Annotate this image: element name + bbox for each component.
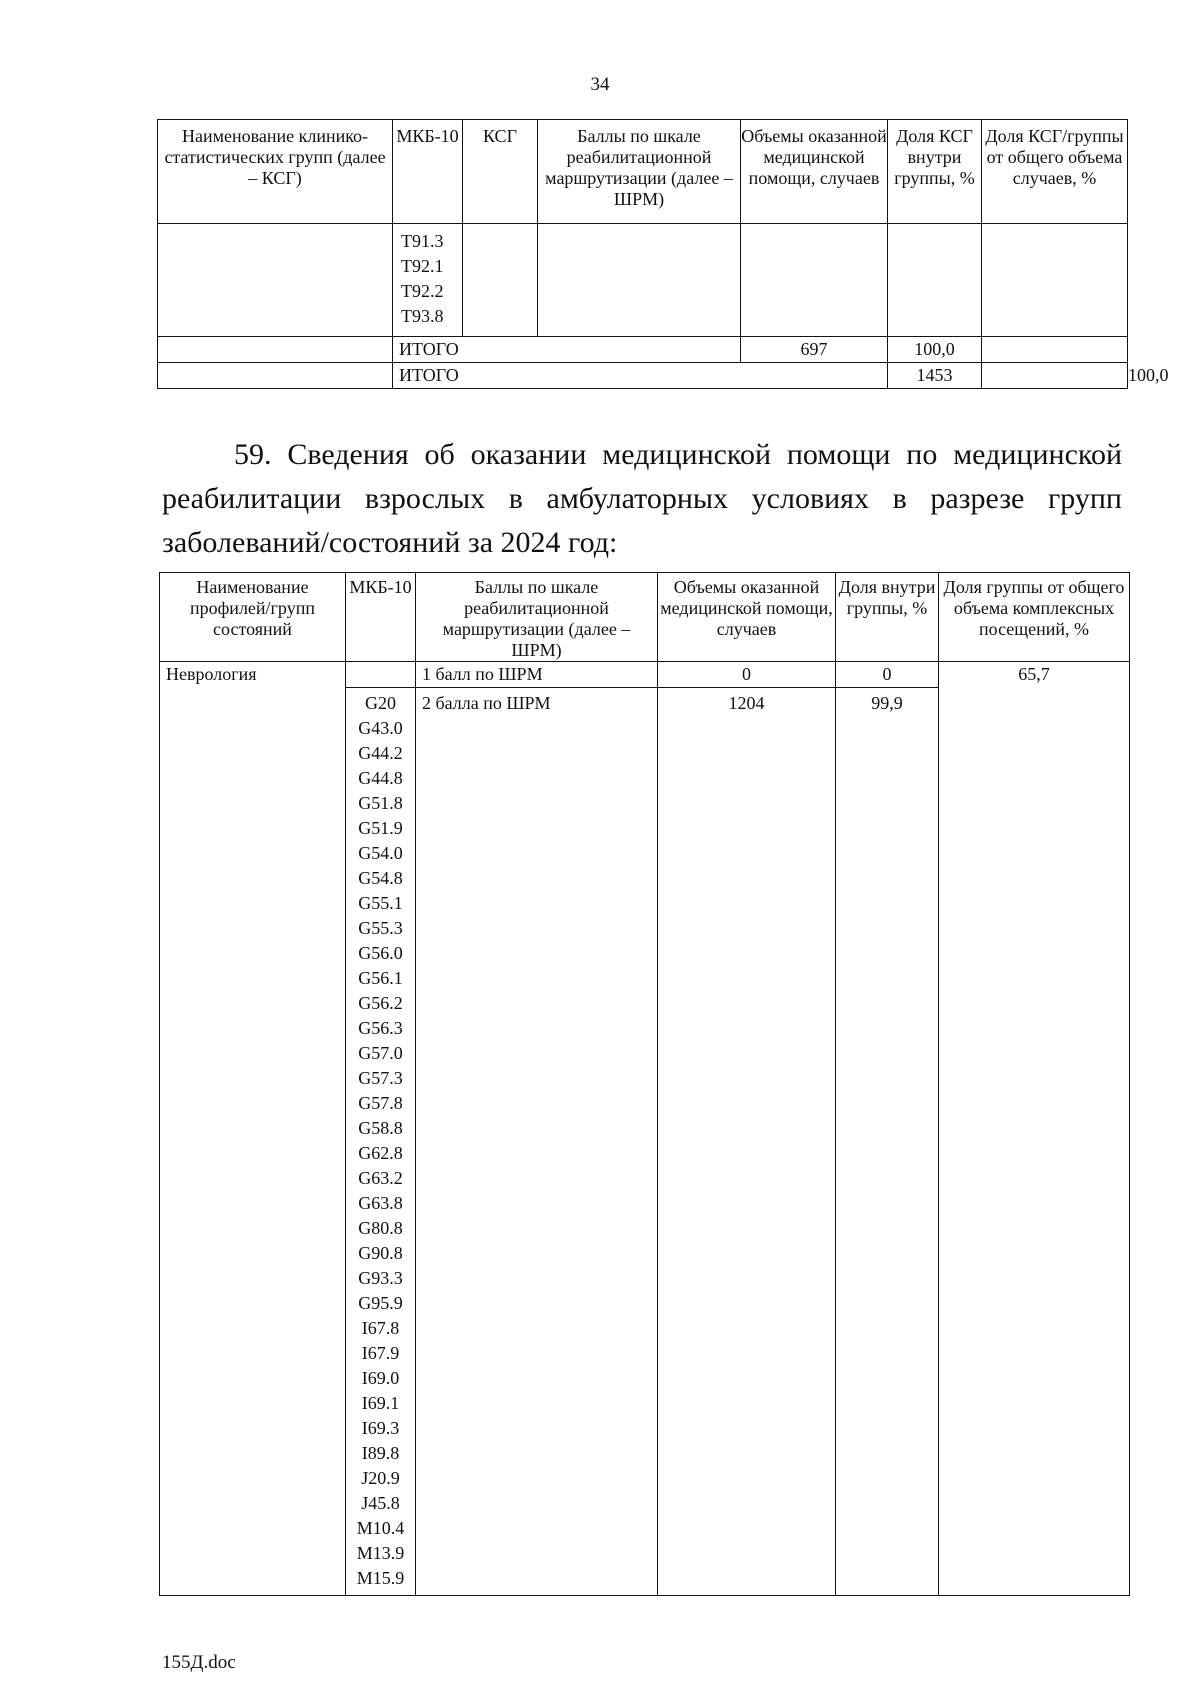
score-2: 2 балла по ШРМ [416,688,658,1596]
rehab-table [159,572,1130,1596]
volume-2: 1204 [658,688,836,1596]
footer-filename: 155Д.doc [162,1652,236,1673]
codes-cell [393,224,463,337]
mkb-code: I69.0 [361,1368,400,1388]
header-mkb: МКБ-10 [393,120,463,224]
mkb-code: G80.8 [358,1218,403,1238]
ksg-table: Наименование клинико-статистических групп (далее – КСГ) МКБ-10 КСГ Баллы по шкале реабилитационной маршрутизации (далее – ШРМ) Объемы оказанной медицинской помощи, случаев Доля КСГ внутри группы, % Доля КСГ/группы от общего объема случаев, % T91.3 T92.1 T92.2 T93.8 ИТОГО 697 100,0 ИТОГО 1453 100,0 [157,119,1128,389]
header-name: Наименование профилей/групп состояний [160,573,346,662]
mkb-code: G63.8 [358,1193,403,1213]
header-name: Наименование клинико-статистических групп (далее – КСГ) [158,120,393,224]
paragraph-line-1: 59. Сведения об оказании медицинской помощи по медицинской [234,438,1122,471]
group-share-total: 65,7 [939,662,1130,1596]
mkb-code: M10.4 [356,1518,405,1538]
cell-share-total [982,224,1128,337]
mkb-code: G56.2 [358,993,403,1013]
mkb-code: I69.1 [361,1393,400,1413]
cell-mkb-empty [346,662,416,688]
mkb-code: G55.3 [358,918,403,938]
mkb-code: G62.8 [358,1143,403,1163]
header-volume: Объемы оказанной медицинской помощи, случаев [741,120,888,224]
mkb-code: G57.8 [358,1093,403,1113]
header-mkb: МКБ-10 [346,573,416,662]
mkb-code: G44.2 [358,743,403,763]
mkb-code: I67.8 [361,1318,400,1338]
mkb-code: G95.9 [358,1293,403,1313]
mkb-code: G56.1 [358,968,403,988]
mkb-code: T93.8 [401,306,444,326]
section-paragraph [162,433,1122,565]
subtotal-share: 100,0 [888,337,982,363]
page-number: 34 [590,74,610,95]
mkb-code: G57.3 [358,1068,403,1088]
mkb-code: I69.3 [361,1418,400,1438]
subtotal-label: ИТОГО [393,337,741,363]
profile-name: Неврология [160,662,346,1596]
cell-empty [158,363,393,389]
mkb-code: M13.9 [356,1543,405,1563]
mkb-code: I89.8 [361,1443,400,1463]
mkb-code: G54.0 [358,843,403,863]
mkb-code: T91.3 [401,231,444,251]
mkb-code: G54.8 [358,868,403,888]
subtotal-volume: 697 [741,337,888,363]
cell-ksg [463,224,538,337]
paragraph-line-2: реабилитации взрослых в амбулаторных условиях в разрезе групп [162,482,1122,515]
mkb-code: J45.8 [361,1493,400,1513]
score-1: 1 балл по ШРМ [416,662,658,688]
mkb-code: M15.9 [356,1568,405,1588]
header-share-total: Доля КСГ/группы от общего объема случаев, % [982,120,1128,224]
mkb-code: G55.1 [358,893,403,913]
header-ksg: КСГ [463,120,538,224]
mkb-code: G58.8 [358,1118,403,1138]
cell-volume [741,224,888,337]
mkb-code: G57.0 [358,1043,403,1063]
mkb-code: G90.8 [358,1243,403,1263]
header-score: Баллы по шкале реабилитационной маршрутизации (далее – ШРМ) [416,573,658,662]
mkb-code: G44.8 [358,768,403,788]
header-share-in-group: Доля внутри группы, % [836,573,939,662]
share-1: 0 [836,662,939,688]
volume-1: 0 [658,662,836,688]
mkb-code: G56.0 [358,943,403,963]
header-share-total: Доля группы от общего объема комплексных посещений, % [939,573,1130,662]
header-volume: Объемы оказанной медицинской помощи, случаев [658,573,836,662]
cell-empty [158,337,393,363]
header-score: Баллы по шкале реабилитационной маршрутизации (далее – ШРМ) [538,120,741,224]
mkb-code: G93.3 [358,1268,403,1288]
cell-score [538,224,741,337]
mkb-code: G43.0 [358,718,403,738]
mkb-code: G20 [365,693,396,713]
mkb-code: I67.9 [361,1343,400,1363]
total-volume: 1453 [888,363,982,389]
mkb-code: T92.1 [401,256,444,276]
total-share [982,363,1128,389]
mkb-code: G63.2 [358,1168,403,1188]
share-2: 99,9 [836,688,939,1596]
mkb-code: G51.9 [358,818,403,838]
mkb-code: T92.2 [401,281,444,301]
header-share-in-group: Доля КСГ внутри группы, % [888,120,982,224]
mkb-code: J20.9 [361,1468,400,1488]
cell-name [158,224,393,337]
mkb-code: G56.3 [358,1018,403,1038]
paragraph-line-3: заболеваний/состояний за 2024 год: [162,526,618,559]
cell-share [888,224,982,337]
codes-cell [346,688,416,1596]
mkb-code: G51.8 [358,793,403,813]
subtotal-share-total [982,337,1128,363]
total-label: ИТОГО [393,363,888,389]
